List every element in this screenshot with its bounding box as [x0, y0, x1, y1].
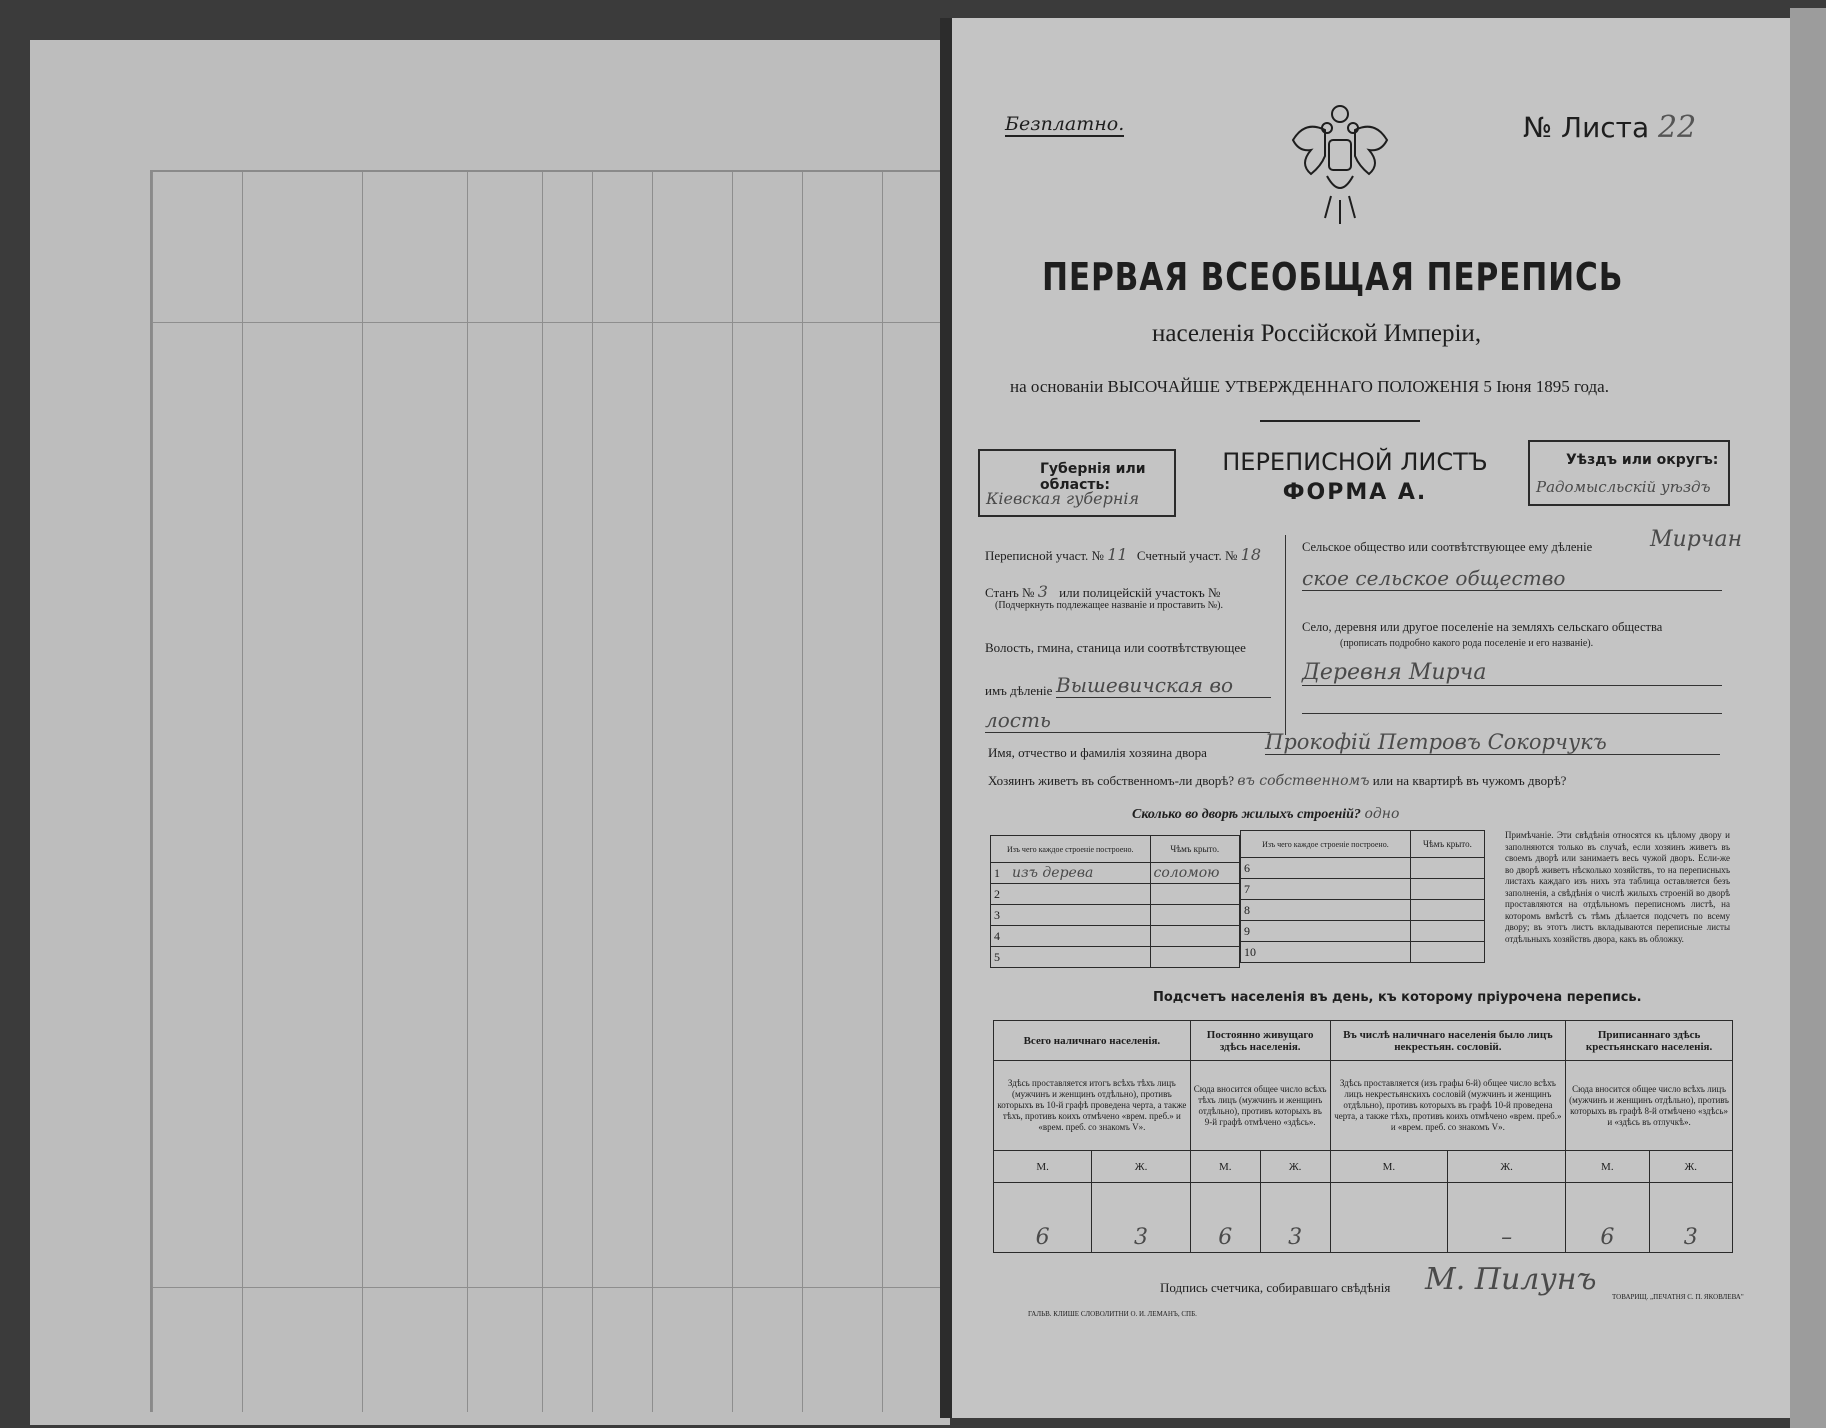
col-header: Въ числѣ наличнаго населенія было лицъ некрестьян. сословій.	[1330, 1021, 1566, 1061]
buildings-table-left	[990, 835, 1240, 968]
census-basis: на основаніи ВЫСОЧАЙШЕ УТВЕРЖДЕННАГО ПОЛОЖЕНІЯ 5 Іюня 1895 года.	[1010, 377, 1609, 396]
printer-left: ГАЛЬВ. КЛИШЕ СЛОВОЛИТНИ О. И. ЛЕМАНЪ, СПБ.	[1028, 1310, 1197, 1318]
table-row: 3	[991, 905, 1240, 926]
buildings-label: Сколько во дворѣ жилыхъ строеній?	[1132, 807, 1361, 822]
province-label: Губернія или область:	[1040, 461, 1146, 493]
stan-row	[985, 582, 1220, 601]
count-area-label: Счетный участ. №	[1136, 548, 1238, 563]
volost-value: Вышевичская во	[1056, 673, 1271, 698]
census-title: ПЕРВАЯ ВСЕОБЩАЯ ПЕРЕПИСЬ	[1042, 255, 1624, 299]
stan-value: 3	[1037, 582, 1048, 601]
volost-label: Волость, гмина, станица или соотвѣтствующее	[985, 640, 1246, 655]
census-area-row	[985, 545, 1261, 564]
printer-right: ТОВАРИЩ. „ПЕЧАТНЯ С. П. ЯКОВЛЕВА"	[1612, 1293, 1744, 1301]
census-subtitle: населенія Россійской Имперіи,	[1152, 320, 1482, 347]
buildings-row	[1132, 806, 1399, 823]
left-page-grid	[150, 170, 952, 1412]
count-value: 6	[1566, 1183, 1649, 1253]
lives-label-a: Хозяинъ живетъ въ собственномъ-ли дворѣ?	[988, 773, 1235, 788]
volost-value-2: лость	[985, 708, 1270, 733]
population-heading: Подсчетъ населенія въ день, къ которому пріурочена перепись.	[1153, 990, 1642, 1005]
table-row: 1 изъ дерева соломою	[991, 863, 1240, 884]
buildings-table-right	[1240, 830, 1485, 963]
sheet-name: ПЕРЕПИСНОЙ ЛИСТЪ	[1222, 448, 1488, 476]
f-label: Ж.	[1092, 1151, 1190, 1183]
free-label: Безплатно.	[1005, 113, 1125, 135]
roof-header: Чѣмъ крыто.	[1150, 836, 1239, 863]
col-desc: Сюда вносится общее число всѣхъ тѣхъ лицъ (мужчинъ и женщинъ отдѣльно), противъ которыхъ въ 9-й графѣ отмѣчено «здѣсь».	[1190, 1061, 1330, 1151]
village-society-value-2: ское сельское общество	[1302, 566, 1722, 591]
col-header: Всего наличнаго населенія.	[994, 1021, 1191, 1061]
m-label: М.	[1330, 1151, 1448, 1183]
material-header: Изъ чего каждое строеніе построено.	[991, 836, 1151, 863]
sheet-no-block	[1523, 110, 1696, 145]
province-value: Кіевская губернія	[986, 489, 1140, 508]
table-row: 8	[1241, 900, 1485, 921]
column-divider	[1285, 535, 1286, 735]
stan-label: Станъ №	[985, 585, 1035, 600]
material-header-2: Изъ чего каждое строеніе построено.	[1241, 831, 1411, 858]
col-desc: Здѣсь проставляется итогъ всѣхъ тѣхъ лицъ (мужчинъ и женщинъ отдѣльно), противъ которыхъ въ 10-й графѣ проведена черта, а также тѣхъ, противъ коихъ отмѣчено «врем. преб.» и «врем. преб. со знакомъ V».	[994, 1061, 1191, 1151]
col-desc: Сюда вносится общее число всѣхъ лицъ (мужчинъ и женщинъ отдѣльно), противъ которыхъ въ графѣ 8-й отмѣчено «здѣсь» и «здѣсь въ отлучкѣ».	[1566, 1061, 1733, 1151]
table-row: 5	[991, 947, 1240, 968]
signature-value: М. Пилунъ	[1425, 1262, 1597, 1297]
district-value: Радомысльскій уѣздъ	[1536, 478, 1711, 496]
coat-of-arms-icon	[1285, 100, 1395, 230]
sheet-no-value: 22	[1658, 110, 1697, 145]
note-text: Примѣчаніе. Эти свѣдѣнія относятся къ цѣлому двору и заполняются только въ случаѣ, если хозяинъ живетъ въ своемъ дворѣ или занимаетъ весь чужой дворъ. Если-же во дворѣ живетъ нѣсколько хозяйствъ, то на переписныхъ листахъ каждаго изъ нихъ эта таблица оставляется безъ заполненія, а свѣдѣнія о числѣ жилыхъ строеній во дворѣ проставляются на отдѣльномъ переписномъ листѣ, на которомъ вмѣстѣ съ тѣмъ дѣлается подсчетъ по всему двору; въ этотъ листъ вкладываются переписные листы отдѣльныхъ хозяйствъ двора, какъ въ обложку.	[1505, 830, 1730, 944]
settlement-note: (прописать подробно какого рода поселеніе и его названіе).	[1340, 638, 1594, 649]
f-label: Ж.	[1649, 1151, 1732, 1183]
village-society-value: Мирчан	[1650, 527, 1743, 552]
count-value: 3	[1649, 1183, 1732, 1253]
form-name: ФОРМА А.	[1282, 480, 1428, 505]
ornament-divider	[1260, 420, 1420, 422]
sheet-no-label: № Листа	[1523, 111, 1650, 144]
buildings-value: одно	[1364, 806, 1400, 822]
count-value: 6	[1190, 1183, 1260, 1253]
f-label: Ж.	[1260, 1151, 1330, 1183]
count-value: 6	[994, 1183, 1092, 1253]
col-header: Постоянно живущаго здѣсь населенія.	[1190, 1021, 1330, 1061]
m-label: М.	[994, 1151, 1092, 1183]
roof-header-2: Чѣмъ крыто.	[1410, 831, 1484, 858]
district-box	[1528, 440, 1730, 506]
owner-value: Прокофій Петровъ Сокорчукъ	[1265, 730, 1720, 755]
volost-label-2: имъ дѣленіе	[985, 683, 1053, 698]
count-value: –	[1448, 1183, 1566, 1253]
underline-note: (Подчеркнуть подлежащее названіе и проставить №).	[995, 600, 1223, 611]
table-row: 7	[1241, 879, 1485, 900]
col-header: Приписаннаго здѣсь крестьянскаго населенія.	[1566, 1021, 1733, 1061]
settlement-blank-line	[1302, 712, 1722, 714]
lives-row	[988, 773, 1566, 789]
f-label: Ж.	[1448, 1151, 1566, 1183]
col-desc: Здѣсь проставляется (изъ графы 6-й) общее число всѣхъ лицъ некрестьянскихъ сословій (мужчинъ и женщинъ отдѣльно), противъ которыхъ въ графѣ 10-й проведена черта, а также тѣхъ, противъ коихъ отмѣчено «врем. преб.» и «врем. преб. со знакомъ V».	[1330, 1061, 1566, 1151]
province-box	[978, 449, 1176, 517]
lives-value: въ собственномъ	[1237, 773, 1370, 789]
police-label: или полицейскій участокъ №	[1059, 585, 1221, 600]
table-row: 9	[1241, 921, 1485, 942]
table-row: 2	[991, 884, 1240, 905]
m-label: М.	[1190, 1151, 1260, 1183]
m-label: М.	[1566, 1151, 1649, 1183]
count-area-value: 18	[1240, 545, 1262, 564]
table-row: 6	[1241, 858, 1485, 879]
count-value	[1330, 1183, 1448, 1253]
settlement-value: Деревня Мирча	[1302, 660, 1722, 686]
census-area-label: Переписной участ. №	[985, 548, 1104, 563]
page-edges	[1790, 8, 1826, 1428]
owner-label: Имя, отчество и фамилія хозяина двора	[988, 745, 1207, 760]
census-area-value: 11	[1107, 545, 1128, 564]
count-value: 3	[1092, 1183, 1190, 1253]
count-value: 3	[1260, 1183, 1330, 1253]
village-society-label: Сельское общество или соотвѣтствующее ему дѣленіе	[1302, 540, 1593, 554]
table-row: 4	[991, 926, 1240, 947]
signature-label: Подпись счетчика, собиравшаго свѣдѣнія	[1160, 1280, 1391, 1295]
population-table	[993, 1020, 1733, 1253]
settlement-label: Село, деревня или другое поселеніе на земляхъ сельскаго общества	[1302, 620, 1663, 634]
table-row: 10	[1241, 942, 1485, 963]
lives-label-b: или на квартирѣ въ чужомъ дворѣ?	[1372, 773, 1567, 788]
district-label: Уѣздъ или округъ:	[1566, 452, 1719, 468]
